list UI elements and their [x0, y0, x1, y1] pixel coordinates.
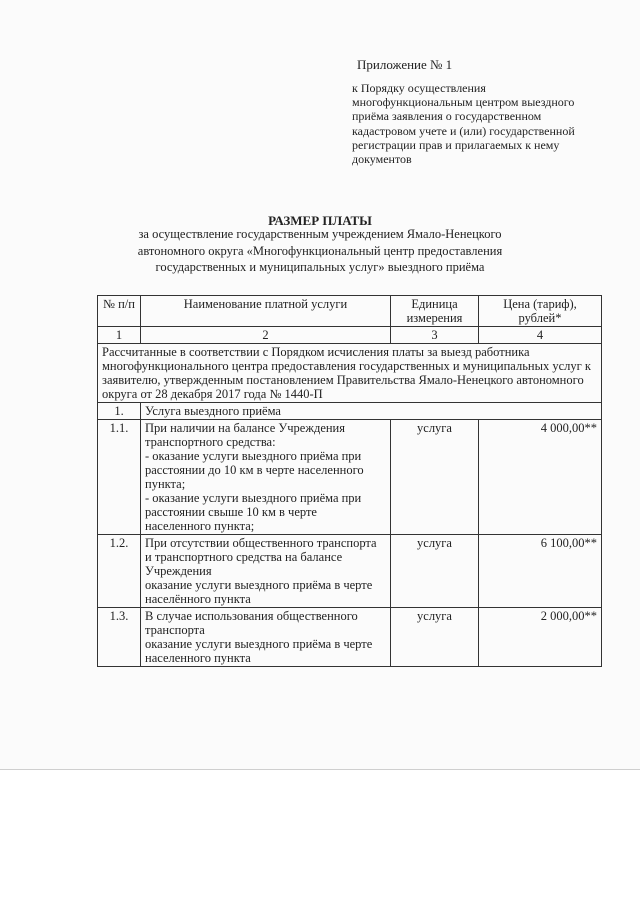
document-subtitle: за осуществление государственным учреждением Ямало-Ненецкого автономного округа «Многофункциональный центр предоставления государственных и муниципальных услуг» выездного приёма	[137, 227, 503, 274]
header-num: № п/п	[98, 296, 141, 327]
column-number: 2	[141, 327, 391, 344]
section-num: 1.	[98, 403, 141, 420]
header-unit: Единица измерения	[391, 296, 479, 327]
column-number: 1	[98, 327, 141, 344]
appendix-text: к Порядку осуществления многофункциональным центром выездного приёма заявления о государственном кадастровом учете и (или) государственной регистрации прав и прилагаемых к нему документов	[352, 81, 575, 167]
row-service-name: При отсутствии общественного транспорта и транспортного средства на балансе Учреждения оказание услуги выездного приёма в черте населённого пункта	[141, 535, 391, 608]
row-unit: услуга	[391, 608, 479, 667]
column-number: 3	[391, 327, 479, 344]
row-unit: услуга	[391, 535, 479, 608]
document-title: РАЗМЕР ПЛАТЫ	[268, 213, 372, 228]
table-row	[98, 535, 602, 608]
appendix-label: Приложение № 1	[357, 57, 453, 72]
table-row	[98, 608, 602, 667]
row-service-name: В случае использования общественного транспорта оказание услуги выездного приёма в черте населенного пункта	[141, 608, 391, 667]
row-service-name: При наличии на балансе Учреждения транспортного средства: - оказание услуги выездного приёма при расстоянии до 10 км в черте населенного пункта; - оказание услуги выездного приёма при расстоянии свыше 10 км в черте населенного пункта;	[141, 420, 391, 535]
row-num: 1.3.	[98, 608, 141, 667]
header-price: Цена (тариф), рублей*	[479, 296, 602, 327]
column-numbers-row	[98, 327, 602, 344]
section-name: Услуга выездного приёма	[141, 403, 602, 420]
header-name: Наименование платной услуги	[141, 296, 391, 327]
section-row	[98, 403, 602, 420]
table-row	[98, 420, 602, 535]
row-price: 4 000,00**	[479, 420, 602, 535]
table-header-row	[98, 296, 602, 327]
page-edge	[0, 769, 640, 770]
row-num: 1.1.	[98, 420, 141, 535]
calculation-note: Рассчитанные в соответствии с Порядком исчисления платы за выезд работника многофункционального центра предоставления государственных и муниципальных услуг к заявителю, утвержденным постановлением Правительства Ямало-Ненецкого автономного округа от 28 декабря 2017 года № 1440-П	[98, 344, 602, 403]
row-num: 1.2.	[98, 535, 141, 608]
note-row	[98, 344, 602, 403]
column-number: 4	[479, 327, 602, 344]
row-price: 2 000,00**	[479, 608, 602, 667]
row-price: 6 100,00**	[479, 535, 602, 608]
fees-table	[97, 295, 602, 667]
row-unit: услуга	[391, 420, 479, 535]
